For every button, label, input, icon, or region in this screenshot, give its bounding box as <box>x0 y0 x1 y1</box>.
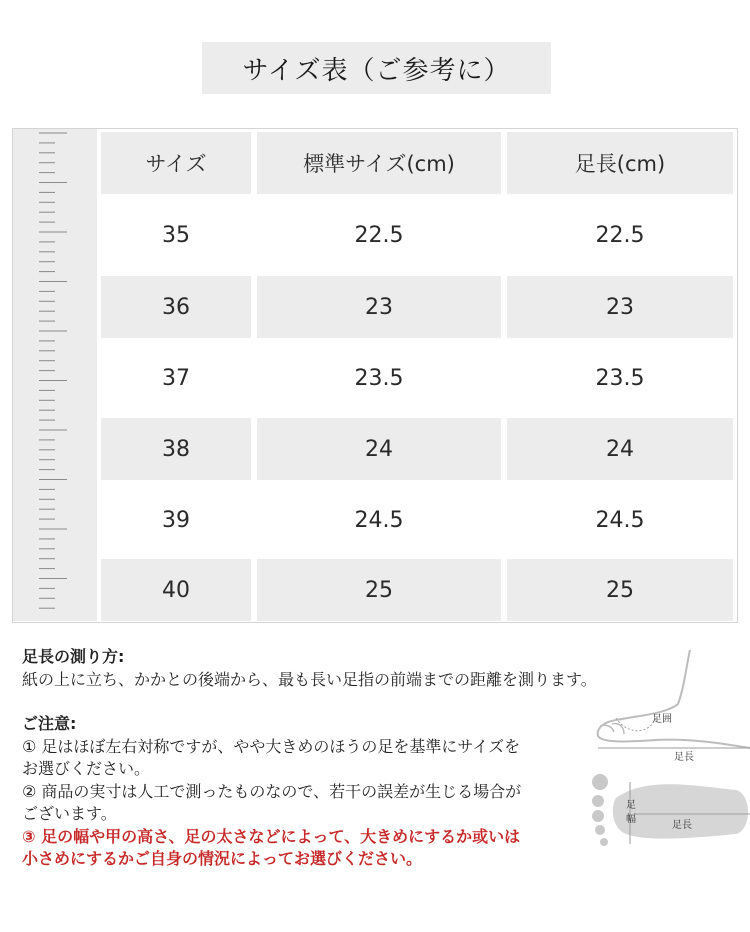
table-cell: 40 <box>101 559 251 621</box>
foot-illustration <box>586 648 750 848</box>
ruler-graphic <box>13 129 97 621</box>
table-header-cell: 標準サイズ(cm) <box>257 132 501 194</box>
caution-heading: ご注意: <box>22 714 77 733</box>
table-cell: 23 <box>257 276 501 338</box>
table-cell: 24.5 <box>595 507 645 533</box>
caution-1: ① 足はほぼ左右対称ですが、やや大きめのほうの足を基準にサイズを <box>22 736 521 756</box>
label-length-sole: 足長 <box>672 820 692 831</box>
notes-section <box>22 646 662 871</box>
table-cell: 23 <box>507 276 733 338</box>
table-header-cell: サイズ <box>101 132 251 194</box>
table-cell: 24 <box>507 418 733 480</box>
table-cell: 23.5 <box>595 365 645 391</box>
label-length-side: 足長 <box>674 752 694 763</box>
table-cell: 24.5 <box>354 507 404 533</box>
measure-heading: 足長の測り方: <box>22 647 125 666</box>
label-width-2: 幅 <box>626 814 636 825</box>
table-cell: 39 <box>162 507 190 533</box>
caution-3-cont: 小さめにするかご自身の情況によってお選びください。 <box>22 849 423 868</box>
table-cell: 35 <box>162 222 190 248</box>
label-width-1: 足 <box>626 800 636 811</box>
table-cell: 22.5 <box>354 222 404 248</box>
caution-1-cont: お選びください。 <box>22 759 151 778</box>
table-cell: 22.5 <box>595 222 645 248</box>
table-cell: 25 <box>257 559 501 621</box>
label-girth: 足囲 <box>652 714 672 725</box>
caution-2-cont: ございます。 <box>22 804 117 823</box>
table-cell: 23.5 <box>354 365 404 391</box>
page-title: サイズ表（ご参考に） <box>202 42 551 94</box>
table-cell: 25 <box>507 559 733 621</box>
foot-toes-outline <box>600 723 624 734</box>
table-cell: 38 <box>101 418 251 480</box>
caution-3: ③ 足の幅や甲の高さ、足の太さなどによって、大きめにするか或いは <box>22 826 521 846</box>
caution-2: ② 商品の実寸は人工で測ったものなので、若干の誤差が生じる場合が <box>22 781 522 801</box>
table-cell: 24 <box>257 418 501 480</box>
table-cell: 36 <box>101 276 251 338</box>
foot-side-outline <box>598 650 750 748</box>
measure-text: 紙の上に立ち、かかとの後端から、最も長い足指の前端までの距離を測ります。 <box>22 669 597 689</box>
table-cell: 37 <box>162 365 190 391</box>
table-header-cell: 足長(cm) <box>507 132 733 194</box>
